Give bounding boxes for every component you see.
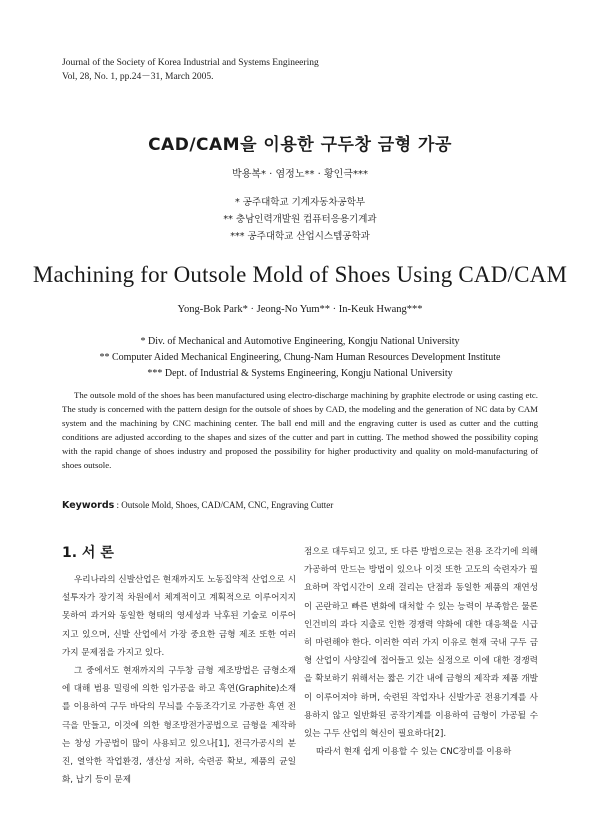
korean-affiliation: *** 공주대학교 산업시스템공학과: [230, 231, 370, 242]
body-column-left: [62, 571, 296, 789]
body-paragraph: 점으로 대두되고 있고, 또 다른 방법으로는 전용 조각기에 의해 가공하여 만드는 방법이 있으나 이것 또한 고도의 숙련자가 필요하며 작업시간이 오래 걸리는 단점과 동일한 제품의 재연성이 곤란하고 빠른 변화에 대처할 수 있는 능력이 부족함은 물론 인건비의 과다 지출로 인한 경쟁력 약화에 대한 대응책을 시급히 마련해야 한다. 이러한 여러 가지 이유로 현재 국내 구두 금형 산업이 사양길에 접어들고 있는 실정으로 이에 대한 경쟁력을 확보하기 위해서는 짧은 기간 내에 금형의 제작과 제품 개발이 이루어져야 하며, 숙련된 작업자나 신발가공 전용기계를 사용하지 않고 일반화된 공작기계를 이용하여 금형이 가공될 수 있는 구두 산업의 혁신이 필요하다[2].: [304, 547, 538, 740]
korean-affiliations: [0, 194, 600, 245]
korean-affiliation: * 공주대학교 기계자동차공학부: [234, 197, 366, 208]
english-affiliation: *** Dept. of Industrial & Systems Engineering, Kongju National University: [147, 368, 453, 379]
journal-citation: [62, 56, 319, 84]
journal-volume: Vol, 28, No. 1, pp.24－31, March 2005.: [62, 72, 214, 82]
korean-title: CAD/CAM을 이용한 구두창 금형 가공: [148, 135, 452, 155]
keywords-text: Outsole Mold, Shoes, CAD/CAM, CNC, Engraving Cutter: [121, 500, 334, 510]
body-column-right: [304, 543, 538, 761]
english-title: Machining for Outsole Mold of Shoes Using CAD/CAM: [32, 262, 568, 287]
korean-affiliation: ** 충남인력개발원 컴퓨터응용기계과: [223, 214, 377, 225]
keywords: [62, 500, 538, 511]
keywords-label: Keywords: [62, 500, 115, 511]
english-authors: Yong-Bok Park* · Jeong-No Yum** · In-Keuk Hwang***: [177, 304, 423, 315]
keywords-separator: :: [114, 500, 122, 510]
body-paragraph: 따라서 현재 쉽게 이용할 수 있는 CNC장비를 이용하: [316, 747, 512, 758]
english-affiliations: [0, 334, 600, 382]
korean-authors: 박용복* · 염정노** · 황인극***: [231, 169, 368, 180]
abstract: The outsole mold of the shoes has been manufactured using electro-discharge machining by graphite electrode or using casting etc. The study is concerned with the pattern design for the outsole of shoes by CAD, the modeling and the generation of NC data by CAM system and the machining by CNC machining center. The ball end mill and the engraving cutter is used as cutter and the cutting conditions are adjusted according to the shapes and sizes of the cutter and part in cutting. The method showed the possibility coping with the rapid change of shoes industry and proposed the possibility for higher productivity and quality on mold-manufacturing of shoes outsole.: [62, 390, 538, 471]
journal-name: Journal of the Society of Korea Industrial and Systems Engineering: [62, 58, 319, 68]
english-affiliation: * Div. of Mechanical and Automotive Engineering, Kongju National University: [140, 336, 460, 347]
body-paragraph: 그 중에서도 현재까지의 구두창 금형 제조방법은 금형소재에 대해 범용 밀링에 의한 임가공을 하고 흑연(Graphite)소재를 이용하여 구두 바닥의 무늬를 수동조각기로 가공한 흑연 전극을 만들고, 이것에 의한 형조방전가공법으로 금형을 제작하는 창성 가공법이 많이 사용되고 있으나[1], 전극가공시의 분진, 열악한 작업환경, 생산성 저하, 숙련공 확보, 제품의 균일화, 납기 등이 문제: [62, 666, 296, 786]
section-heading: 1. 서 론: [62, 545, 114, 561]
english-affiliation: ** Computer Aided Mechanical Engineering, Chung-Nam Human Resources Development Institute: [99, 352, 501, 363]
body-paragraph: 우리나라의 신발산업은 현재까지도 노동집약적 산업으로 시설투자가 장기적 차원에서 체계적이고 계획적으로 이루어지지 못하여 과거와 동일한 형태의 영세성과 낙후된 기술로 이루어지고 있으며, 신발 산업에서 가장 중요한 금형 제조 또한 여러 가지 문제점을 가지고 있다.: [62, 575, 296, 658]
